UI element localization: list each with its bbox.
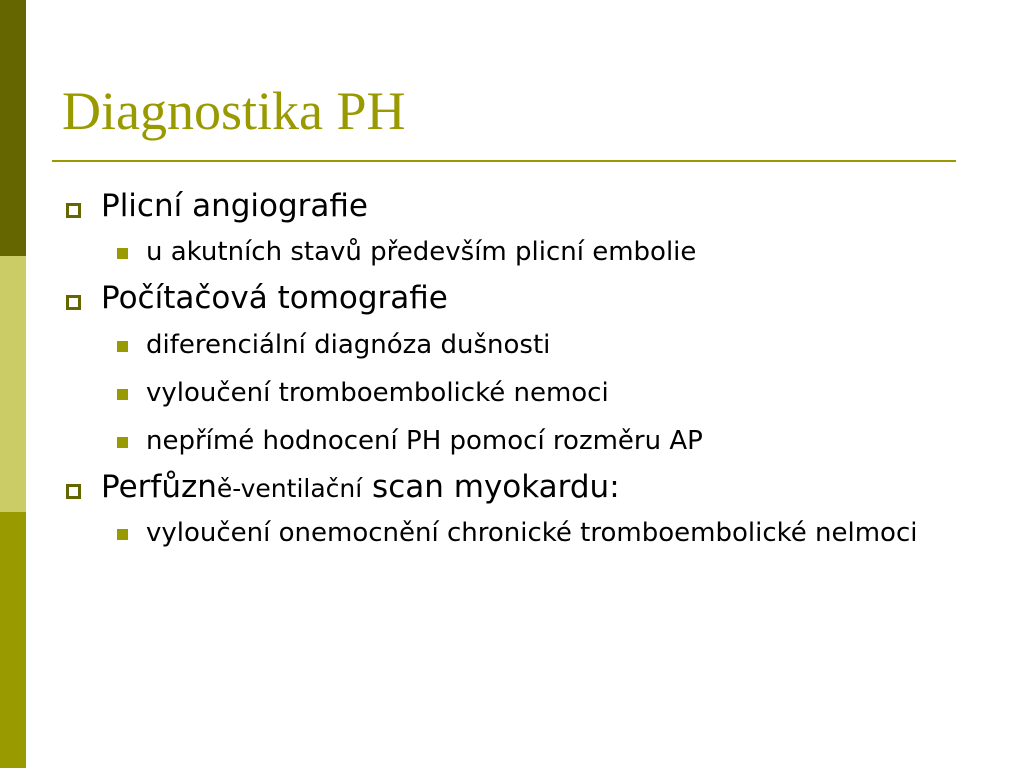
bullet-text-part2: ě-ventilační xyxy=(216,474,363,504)
filled-square-icon xyxy=(117,529,128,540)
bullet-angiografie xyxy=(66,188,946,225)
title-divider xyxy=(52,160,956,162)
sub-bullet xyxy=(66,426,946,457)
sub-bullet-text: u akutních stavů především plicní embolie xyxy=(146,237,697,268)
sub-bullet-text: nepřímé hodnocení PH pomocí rozměru AP xyxy=(146,425,703,456)
filled-square-icon xyxy=(117,248,128,259)
sub-bullet xyxy=(66,237,946,268)
sub-bullet xyxy=(66,378,946,409)
bullet-perfuzni-scan xyxy=(66,469,946,506)
bullet-tomografie xyxy=(66,280,946,317)
bullet-list xyxy=(66,188,946,550)
side-band-middle xyxy=(0,256,26,512)
sub-bullet-text: vyloučení onemocnění chronické tromboembolické nelmoci xyxy=(146,518,918,549)
sub-bullet-text: vyloučení tromboembolické nemoci xyxy=(146,377,609,408)
bullet-text-part3: scan myokardu: xyxy=(362,469,620,506)
filled-square-icon xyxy=(117,341,128,352)
sub-bullet-text: diferenciální diagnóza dušnosti xyxy=(146,329,551,360)
hollow-square-icon xyxy=(66,295,81,310)
sub-bullet xyxy=(66,518,946,549)
hollow-square-icon xyxy=(66,484,81,499)
filled-square-icon xyxy=(117,437,128,448)
slide-title: Diagnostika PH xyxy=(62,81,406,141)
bullet-text-part1: Perfůzn xyxy=(101,469,217,506)
bullet-text: Plicní angiografie xyxy=(101,188,368,224)
side-band-top xyxy=(0,0,26,256)
bullet-text: Počítačová tomografie xyxy=(101,280,448,317)
side-band-bottom xyxy=(0,512,26,768)
hollow-square-icon xyxy=(66,203,81,218)
sub-bullet xyxy=(66,330,946,361)
filled-square-icon xyxy=(117,389,128,400)
